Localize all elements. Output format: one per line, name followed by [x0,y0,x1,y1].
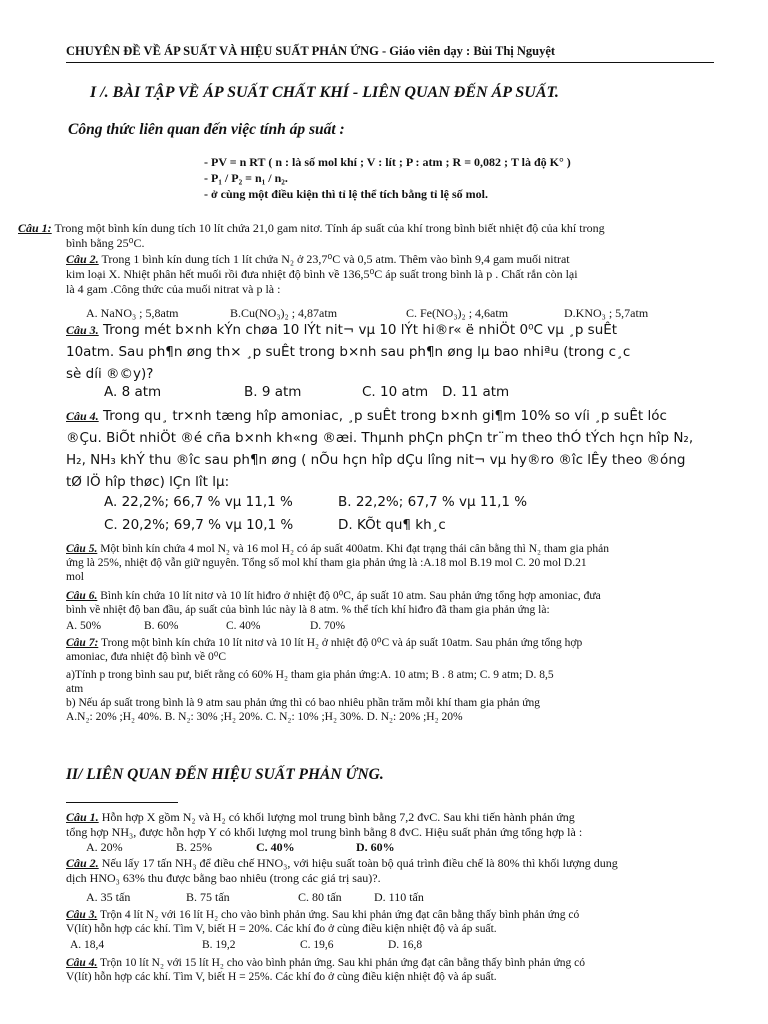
question-label: Câu 6. [66,590,98,602]
question-text: Nếu lấy 17 tấn NH₃ để điều chế HNO₃, với hiệu suất toàn bộ quá trình điều chế là 80% thì khối lượng dung [98,856,618,870]
section2-rule [66,802,178,803]
question-text: Trong mét b×nh kÝn chøa 10 lÝt nit¬ vµ 10 lÝt hi®r« ë nhiÖt 0⁰C vµ ¸p suÊt [98,322,618,338]
question-text: b) Nếu áp suất trong bình là 9 atm sau phản ứng thì có bao nhiêu phần trăm mỗi khí tham gia phản ứng [66,697,540,709]
answer-option: B. 75 tấn [186,890,230,904]
question-label: Câu 1. [66,810,99,824]
answer-option: A. 22,2%; 66,7 % vµ 11,1 % [104,494,293,510]
answer-option: D. 11 atm [442,384,510,400]
answer-option: C. 40% [256,840,295,854]
question-label: Câu 7: [66,637,99,649]
question-label: Câu 2. [66,856,99,870]
efficiency-question-1 [66,810,714,840]
answer-option: A. 18,4 [70,939,105,951]
question-label: Câu 3. [66,323,99,337]
answer-option: C. 40% [226,620,261,632]
section2-title: II/ LIÊN QUAN ĐẾN HIỆU SUẤT PHẢN ỨNG. [66,766,384,783]
answer-option: D. 110 tấn [374,890,424,904]
question-text: tổng hợp NH₃, được hỗn hợp Y có khối lượng mol trung bình bằng 8 đvC. Hiệu suất phản ứng tổng hợp là : [66,825,583,839]
answer-option: C. 20,2%; 69,7 % vµ 10,1 % [104,517,294,533]
answer-option: C. 80 tấn [298,890,342,904]
answer-option: B. 9 atm [244,384,302,400]
question-text: atm [66,683,84,695]
question-text: sè díi ®©y)? [66,366,154,382]
formula-heading: Công thức liên quan đến việc tính áp suất : [68,121,345,138]
question-2 [66,252,714,297]
question-text: kim loại X. Nhiệt phân hết muối rồi đưa nhiệt độ bình về 136,5⁰C áp suất trong bình là p . Chất rắn còn lại [66,267,578,281]
answer-option: B. 19,2 [202,939,236,951]
question-text: Trộn 10 lít N₂ với 15 lít H₂ cho vào bình phản ứng. Sau khi phản ứng đạt cân bằng thấy bình phản ứng có [97,957,585,969]
answer-option: B.Cu(NO₃)₂ ; 4,87atm [230,306,338,320]
answer-option: A. NaNO₃ ; 5,8atm [86,306,179,320]
efficiency-question-2 [66,856,714,886]
question-text: ứng là 25%, nhiệt độ vẫn giữ nguyên. Tổng số mol khí tham gia phản ứng là :A.18 mol B.19 mol C. 20 mol D.21 [66,557,587,569]
answer-option: C. 19,6 [300,939,334,951]
question-text: là 4 gam .Công thức của muối nitrat và p là : [66,282,281,296]
efficiency-question-3 [66,908,714,936]
efficiency-question-4 [66,956,714,984]
question-5 [66,542,714,584]
question-text: V(lít) hỗn hợp các khí. Tìm V, biết H = 25%. Các khí đo ở cùng điều kiện nhiệt độ và áp suất. [66,971,497,983]
answer-option: D. 16,8 [388,939,423,951]
question-label: Câu 2. [66,252,99,266]
question-text: a)Tính p trong bình sau pư, biết rằng có 60% H₂ tham gia phản ứng:A. 10 atm; B . 8 atm; C. 9 atm; D. 8,5 [66,669,554,681]
question-text: Trong một bình kín chứa 10 lít nitơ và 10 lít H₂ ở nhiệt độ 0⁰C và áp suất 10atm. Sau phản ứng tổng hợp [98,637,583,649]
answer-option: A. 50% [66,620,102,632]
question-text: Bình kín chứa 10 lít nitơ và 10 lít hiđro ở nhiệt độ 0⁰C, áp suất 10 atm. Sau phản ứng tổng hợp amoniac, đưa [97,590,601,602]
question-text: dịch HNO₃ 63% thu được bằng bao nhiêu (trong các giá trị sau)?. [66,871,381,885]
question-text: bình bằng 25⁰C. [66,236,145,250]
answer-option: A. 35 tấn [86,890,131,904]
question-label: Câu 4. [66,957,98,969]
question-text: Trong một bình kín dung tích 10 lít chứa 21,0 gam nitơ. Tính áp suất của khí trong bình biết nhiệt độ của khí trong [51,221,605,235]
question-text: H₂, NH₃ khÝ thu ®îc sau ph¶n øng ( nÕu hçn hîp dÇu lîng nit¬ vµ hy®ro ®îc lÊy theo ®óng [66,452,686,468]
question-text: tØ lÖ hîp thøc) lÇn lît lµ: [66,474,230,490]
answer-option: C. Fe(NO₃)₂ ; 4,6atm [406,306,509,320]
question-text: ®Çu. BiÕt nhiÖt ®é cña b×nh kh«ng ®æi. Thµnh phÇn phÇn tr¨m theo thÓ tÝch hçn hîp N₂, [66,430,694,446]
answer-option: A. 8 atm [104,384,162,400]
question-text: Trong qu¸ tr×nh tæng hîp amoniac, ¸p suÊt trong b×nh gi¶m 10% so víi ¸p suÊt lóc [98,408,667,424]
answer-option: B. 22,2%; 67,7 % vµ 11,1 % [338,494,528,510]
question-text: mol [66,571,84,583]
question-text: A.N₂: 20% ;H₂ 40%. B. N₂: 30% ;H₂ 20%. C. N₂: 10% ;H₂ 30%. D. N₂: 20% ;H₂ 20% [66,711,463,723]
answer-option: B. 25% [176,840,212,854]
question-text: bình về nhiệt độ ban đầu, áp suất của bình lúc này là 8 atm. % thể tích khí hiđro đã tham gia phản ứng là: [66,604,550,616]
question-text: Hỗn hợp X gồm N₂ và H₂ có khối lượng mol trung bình bằng 7,2 đvC. Sau khi tiến hành phản ứng [98,810,575,824]
page-header: CHUYÊN ĐỀ VỀ ÁP SUẤT VÀ HIỆU SUẤT PHẢN ỨNG - Giáo viên dạy : Bùi Thị Nguyệt [66,44,556,58]
question-text: Trong 1 bình kín dung tích 1 lít chứa N₂ ở 23,7⁰C và 0,5 atm. Thêm vào bình 9,4 gam muối nitrat [98,252,570,266]
answer-option: C. 10 atm [362,384,429,400]
formula-line: - ở cùng một điều kiện thì tỉ lệ thể tích bằng tỉ lệ số mol. [204,187,488,201]
question-label: Câu 1: [18,221,52,235]
question-7 [66,636,714,724]
question-1 [18,221,718,251]
answer-option: D. KÕt qu¶ kh¸c [338,517,446,533]
question-4 [66,405,714,493]
section1-title: I /. BÀI TẬP VỀ ÁP SUẤT CHẤT KHÍ - LIÊN QUAN ĐẾN ÁP SUẤT. [90,84,559,101]
answer-option: A. 20% [86,840,123,854]
question-text: Trộn 4 lít N₂ với 16 lít H₂ cho vào bình phản ứng. Sau khi phản ứng đạt cân bằng thấy bình phản ứng có [97,909,580,921]
answer-option: D. 60% [356,840,395,854]
formula-line: - PV = n RT ( n : là số mol khí ; V : lít ; P : atm ; R = 0,082 ; T là độ K° ) [204,155,571,169]
question-label: Câu 5. [66,543,98,555]
question-text: 10atm. Sau ph¶n øng th× ¸p suÊt trong b×nh sau ph¶n øng lµ bao nhiªu (trong c¸c [66,344,631,360]
header-rule [66,62,714,63]
formula-line: - P₁ / P₂ = n₁ / n₂. [204,171,288,185]
question-text: V(lít) hỗn hợp các khí. Tìm V, biết H = 20%. Các khí đo ở cùng điều kiện nhiệt độ và áp suất. [66,923,497,935]
question-text: Một bình kín chứa 4 mol N₂ và 16 mol H₂ có áp suất 400atm. Khi đạt trạng thái cân bằng thì N₂ tham gia phản [97,543,610,555]
question-3 [66,319,714,385]
answer-option: D.KNO₃ ; 5,7atm [564,306,649,320]
question-label: Câu 3. [66,909,98,921]
question-6 [66,589,714,617]
question-label: Câu 4. [66,409,99,423]
answer-option: D. 70% [310,620,346,632]
answer-option: B. 60% [144,620,179,632]
question-text: amoniac, đưa nhiệt độ bình về 0⁰C [66,651,226,663]
